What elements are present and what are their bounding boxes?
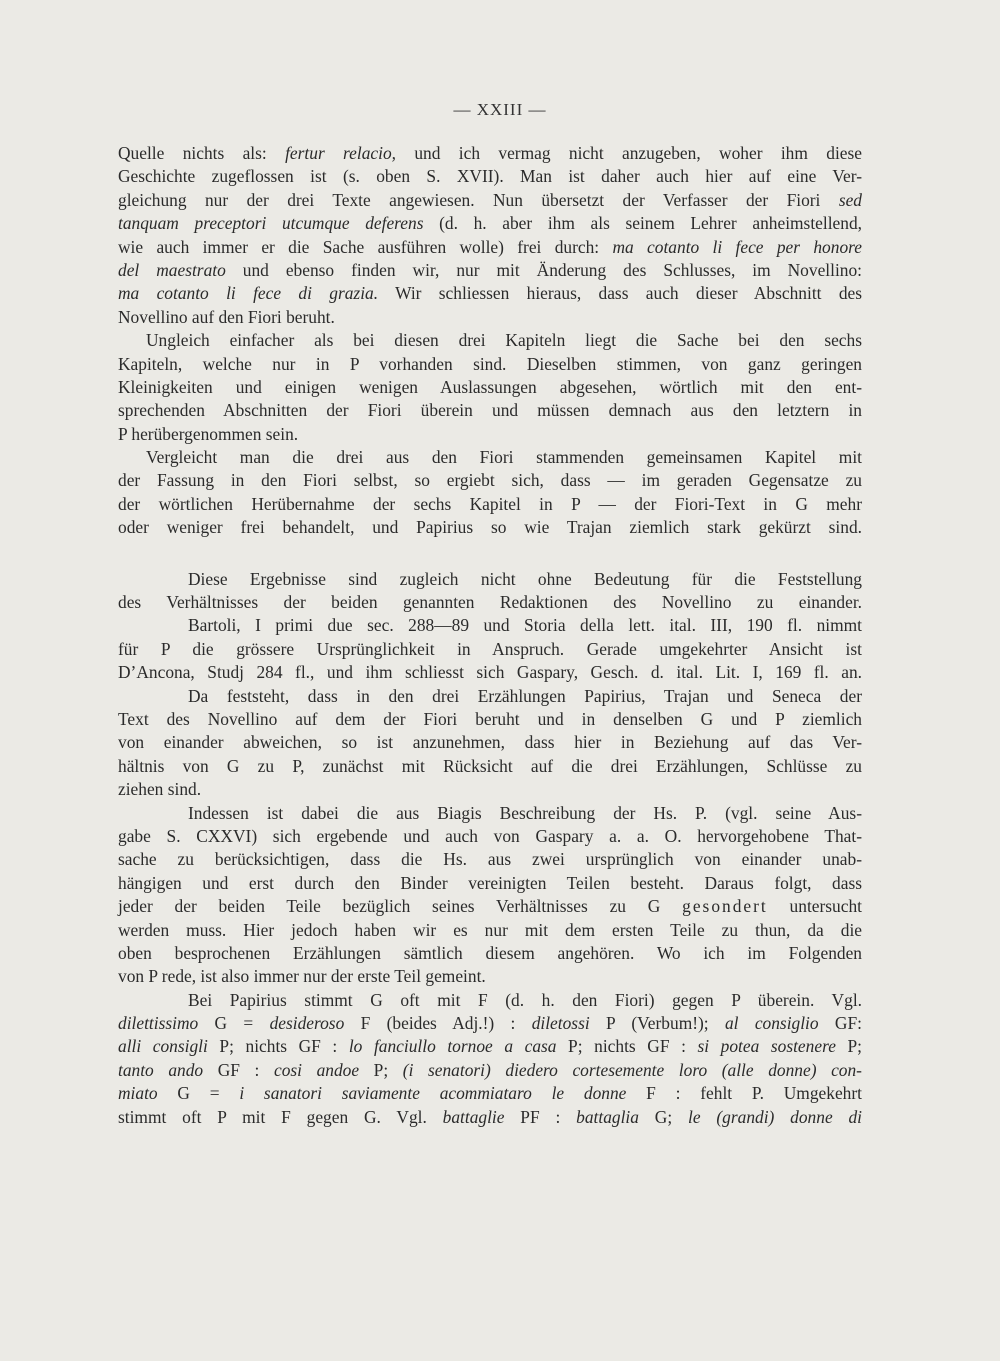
text-segment: oder weniger frei behandelt, und Papirius so wie Trajan ziemlich stark gekürzt sind. (118, 517, 862, 538)
text-segment: des Verhältnisses der beiden genannten Redaktionen des Novellino zu einander. (118, 592, 862, 613)
text-segment: Text des Novellino auf dem der Fiori beruht und in denselben G und P ziemlich (118, 708, 862, 729)
italic-text: diletossi (531, 1013, 590, 1034)
text-line (118, 469, 862, 492)
italic-text: del maestrato (118, 259, 226, 280)
text-segment: sprechenden Abschnitten der Fiori überein und müssen demnach aus den letztern in (118, 400, 862, 421)
text-line (118, 778, 862, 801)
text-segment: hältnis von G zu P, zunächst mit Rücksicht auf die drei Erzählungen, Schlüsse zu (118, 755, 862, 776)
italic-text: battaglie (442, 1106, 505, 1127)
text-segment: von einander abweichen, so ist anzunehmen, dass hier in Beziehung auf das Ver- (118, 732, 862, 753)
text-segment: Geschichte zugeflossen ist (s. oben S. XVII). Man ist daher auch hier auf eine Ver- (118, 166, 862, 187)
text-segment: Wir schliessen hieraus, dass auch dieser Abschnitt des (378, 283, 862, 304)
text-segment: gabe S. CXXVI) sich ergebende und auch von Gaspary a. a. O. hervorgehobene That- (118, 825, 862, 846)
spaced-text: gesondert (682, 896, 768, 917)
text-line (118, 919, 862, 942)
text-line (118, 614, 862, 637)
text-segment: der Fassung in den Fiori selbst, so ergiebt sich, dass — im geraden Gegensatze zu (118, 470, 862, 491)
text-segment: wie auch immer er die Sache ausführen wolle) frei durch: (118, 236, 613, 257)
text-segment: GF: (818, 1013, 862, 1034)
text-line (118, 236, 862, 259)
text-segment: F : fehlt P. Umgekehrt (626, 1083, 862, 1104)
text-line (118, 731, 862, 754)
italic-text: desideroso (269, 1013, 345, 1034)
text-line (118, 306, 862, 329)
italic-text: ma cotanto li fece per honore (612, 236, 862, 257)
text-line (118, 895, 862, 918)
italic-text: tanto ando (118, 1059, 204, 1080)
italic-text: miato (118, 1083, 158, 1104)
text-line (118, 516, 862, 539)
paragraph-gap (118, 540, 862, 568)
text-segment: der wörtlichen Herübernahme der sechs Kapitel in P — der Fiori-Text in G mehr (118, 493, 862, 514)
text-segment: (d. h. aber ihm als seinem Lehrer anheimstellend, (423, 213, 862, 234)
text-line (118, 493, 862, 516)
text-line (118, 802, 862, 825)
text-segment: werden muss. Hier jedoch haben wir es nur mit dem ersten Teile zu thun, da die (118, 919, 862, 940)
text-line (118, 282, 862, 305)
text-segment: P; nichts GF : (207, 1036, 349, 1057)
text-line (118, 825, 862, 848)
text-line (118, 142, 862, 165)
italic-text: si potea sostenere (697, 1036, 836, 1057)
text-line (118, 165, 862, 188)
text-line (118, 989, 862, 1012)
text-line (118, 329, 862, 352)
text-segment: P; nichts GF : (556, 1036, 698, 1057)
italic-text: tanquam preceptori utcumque deferens (118, 213, 424, 234)
text-line (118, 1106, 862, 1129)
text-line (118, 708, 862, 731)
text-line (118, 212, 862, 235)
text-line (118, 848, 862, 871)
text-line (118, 189, 862, 212)
text-segment: und ich vermag nicht anzugeben, woher ihm diese (396, 143, 862, 163)
text-segment: von P rede, ist also immer nur der erste Teil gemeint. (118, 966, 486, 987)
text-line (118, 591, 862, 614)
text-line (118, 376, 862, 399)
text-line (118, 446, 862, 469)
text-segment: Novellino auf den Fiori beruht. (118, 306, 335, 327)
text-line (118, 685, 862, 708)
body-text (118, 142, 862, 1129)
text-segment: untersucht (767, 896, 862, 917)
italic-text: alli consigli (118, 1036, 208, 1057)
text-segment: ziehen sind. (118, 779, 202, 800)
page-number: — XXIII — (453, 100, 547, 119)
italic-text: al consiglio (724, 1013, 819, 1034)
text-line (118, 353, 862, 376)
italic-text: le (grandi) donne di (688, 1106, 863, 1127)
text-segment: sache zu berücksichtigen, dass die Hs. aus zwei ursprünglich von einander unab- (118, 849, 862, 870)
text-line (118, 755, 862, 778)
text-segment: Indessen ist dabei die aus Biagis Beschreibung der Hs. P. (vgl. seine Aus- (188, 802, 862, 823)
text-line (118, 872, 862, 895)
text-segment: Diese Ergebnisse sind zugleich nicht ohne Bedeutung für die Feststellung (188, 568, 862, 589)
italic-text: sed (838, 189, 862, 210)
text-segment: Da feststeht, dass in den drei Erzählungen Papirius, Trajan und Seneca der (188, 685, 862, 706)
text-line (118, 965, 862, 988)
text-segment: GF : (203, 1059, 274, 1080)
italic-text: battaglia (576, 1106, 639, 1127)
text-segment: Ungleich einfacher als bei diesen drei Kapiteln liegt die Sache bei den sechs (146, 330, 862, 351)
italic-text: cosi andoe (273, 1059, 360, 1080)
text-segment: P herübergenommen sein. (118, 423, 299, 444)
text-segment: Quelle nichts als: (118, 143, 286, 163)
text-segment: P; (835, 1036, 863, 1057)
text-line (118, 399, 862, 422)
text-segment: Bei Papirius stimmt G oft mit F (d. h. den Fiori) gegen P überein. Vgl. (188, 989, 862, 1010)
text-segment: Vergleicht man die drei aus den Fiori stammenden gemeinsamen Kapitel mit (146, 447, 862, 468)
text-segment: gleichung nur der drei Texte angewiesen. Nun übersetzt der Verfasser der Fiori (118, 189, 839, 210)
text-line (118, 942, 862, 965)
italic-text: i sanatori saviamente acommiataro le donne (239, 1083, 627, 1104)
text-segment: PF : (504, 1106, 577, 1127)
text-segment: P; (359, 1059, 403, 1080)
text-segment: für P die grössere Ursprünglichkeit in Anspruch. Gerade umgekehrter Ansicht ist (118, 638, 862, 659)
italic-text: dilettissimo (118, 1013, 199, 1034)
text-segment: F (beides Adj.!) : (344, 1013, 532, 1034)
text-segment: Kapiteln, welche nur in P vorhanden sind. Dieselben stimmen, von ganz geringen (118, 353, 862, 374)
text-segment: oben besprochenen Erzählungen sämtlich diesem angehören. Wo ich im Folgenden (118, 942, 862, 963)
text-segment: Kleinigkeiten und einigen wenigen Auslassungen abgesehen, wörtlich mit den ent- (118, 376, 862, 397)
text-line (118, 1059, 862, 1082)
text-segment: hängigen und erst durch den Binder vereinigten Teilen besteht. Daraus folgt, dass (118, 872, 862, 893)
italic-text: (i senatori) diedero cortesemente loro (alle donne) con- (402, 1059, 862, 1080)
italic-text: lo fanciullo tornoe a casa (348, 1036, 557, 1057)
text-segment: jeder der beiden Teile bezüglich seines Verhältnisses zu G (118, 896, 683, 917)
text-segment: G; (638, 1106, 688, 1127)
text-line (118, 661, 862, 684)
text-segment: und ebenso finden wir, nur mit Änderung des Schlusses, im Novellino: (225, 259, 863, 280)
text-line (118, 1012, 862, 1035)
text-segment: stimmt oft P mit F gegen G. Vgl. (118, 1106, 443, 1127)
text-line (118, 568, 862, 591)
text-line (118, 259, 862, 282)
text-segment: Bartoli, I primi due sec. 288—89 und Storia della lett. ital. III, 190 fl. nimmt (188, 615, 862, 636)
text-segment: P (Verbum!); (589, 1013, 725, 1034)
text-line (118, 638, 862, 661)
text-line (118, 1082, 862, 1105)
text-segment: D’Ancona, Studj 284 fl., und ihm schliesst sich Gaspary, Gesch. d. ital. Lit. I, 169 fl. an. (118, 662, 862, 683)
text-line (118, 1035, 862, 1058)
text-segment: G = (157, 1083, 240, 1104)
italic-text: fertur relacio, (285, 143, 397, 163)
text-line (118, 423, 862, 446)
italic-text: ma cotanto li fece di grazia. (118, 283, 379, 304)
text-segment: G = (198, 1013, 270, 1034)
